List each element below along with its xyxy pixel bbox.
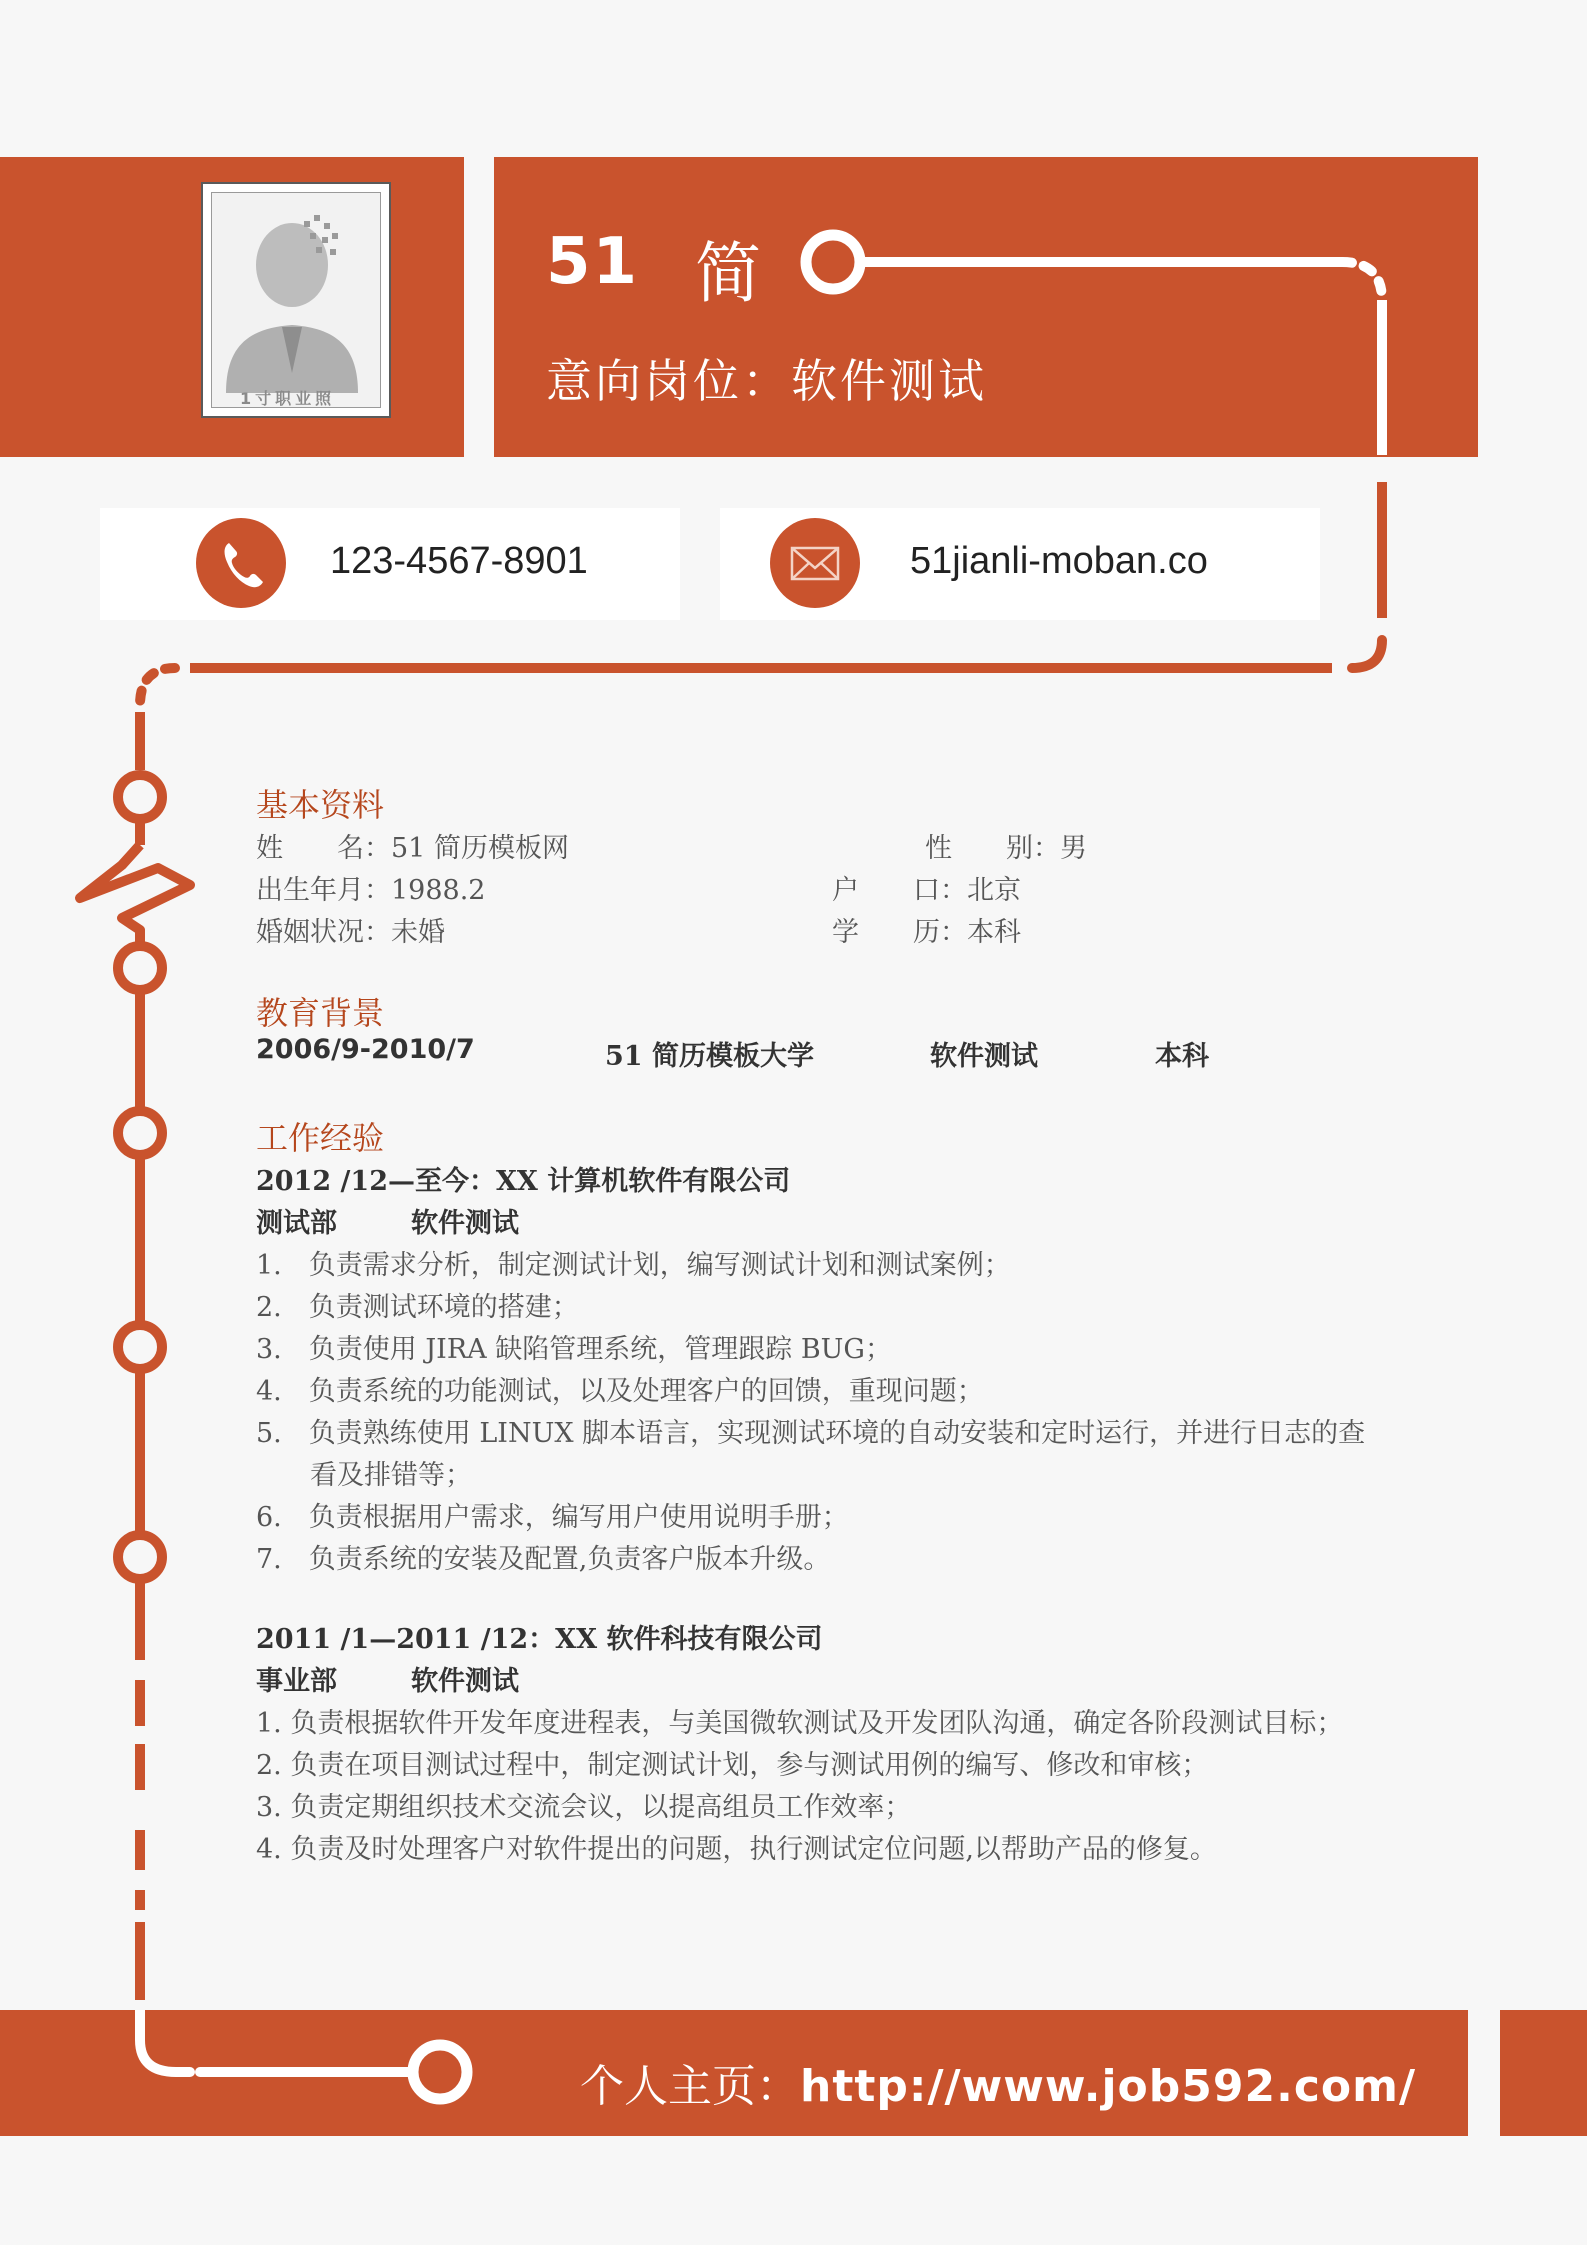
- homepage-label: 个人主页：: [580, 2061, 800, 2112]
- timeline-node-2: [118, 946, 162, 990]
- phone-icon: [196, 518, 286, 608]
- edu-period: 2006/9-2010/7: [256, 1034, 475, 1065]
- list-item: 2. 负责测试环境的搭建；: [256, 1292, 579, 1323]
- gender-label: 性 别：: [925, 833, 1060, 864]
- name-value: 51 简历模板网: [391, 833, 569, 864]
- list-item: 看及排错等；: [256, 1460, 472, 1491]
- name-char: 简: [695, 235, 761, 312]
- header-right-band: [494, 157, 1478, 457]
- gender-value: 男: [1060, 833, 1087, 864]
- intent-value: 软件测试: [791, 354, 987, 408]
- job1-dept: 测试部: [256, 1208, 337, 1239]
- section-title-basic: 基本资料: [256, 786, 385, 824]
- edu-value: 本科: [967, 917, 1021, 948]
- list-item: 4. 负责及时处理客户对软件提出的问题，执行测试定位问题,以帮助产品的修复。: [256, 1834, 1217, 1865]
- list-item: 4. 负责系统的功能测试，以及处理客户的回馈，重现问题；: [256, 1376, 984, 1407]
- name-prefix: 51: [546, 225, 640, 299]
- job1-position: 软件测试: [411, 1208, 519, 1239]
- marital-value: 未婚: [391, 917, 445, 948]
- list-item: 5. 负责熟练使用 LINUX 脚本语言，实现测试环境的自动安装和定时运行，并进行日志的查: [256, 1418, 1366, 1449]
- marital-label: 婚姻状况：: [256, 917, 391, 948]
- timeline-node-end: [413, 2045, 467, 2099]
- edu-degree: 本科: [1155, 1041, 1209, 1072]
- homepage-link[interactable]: http://www.job592.com/: [800, 2061, 1417, 2112]
- footer-right-block: [1500, 2010, 1587, 2136]
- name-row: [256, 826, 569, 865]
- list-item: 7. 负责系统的安装及配置,负责客户版本升级。: [256, 1544, 831, 1575]
- marital-row: [256, 910, 445, 949]
- footer-timeline: [0, 2010, 520, 2136]
- birth-row: [256, 868, 485, 907]
- birth-label: 出生年月：: [256, 875, 391, 906]
- hukou-label: 户 口：: [832, 875, 967, 906]
- edu-school: 51 简历模板大学: [605, 1041, 814, 1072]
- intent-line: [546, 345, 987, 411]
- phone-number[interactable]: 123-4567-8901: [330, 540, 588, 582]
- timeline-node-4: [118, 1325, 162, 1369]
- timeline-node-1: [118, 775, 162, 819]
- hukou-value: 北京: [967, 875, 1021, 906]
- edu-major: 软件测试: [930, 1041, 1038, 1072]
- intent-label: 意向岗位：: [546, 354, 791, 408]
- list-item: 6. 负责根据用户需求，编写用户使用说明手册；: [256, 1502, 849, 1533]
- job2-position: 软件测试: [411, 1666, 519, 1697]
- name-label: 姓 名：: [256, 833, 391, 864]
- timeline-node-5: [118, 1535, 162, 1579]
- job2-heading: 2011 /1—2011 /12：XX 软件科技有限公司: [256, 1624, 823, 1655]
- photo-caption: 1寸职业照: [240, 389, 336, 408]
- section-title-education: 教育背景: [256, 994, 385, 1032]
- envelope-icon: [770, 518, 860, 608]
- birth-value: 1988.2: [391, 875, 486, 906]
- list-item: 1. 负责根据软件开发年度进程表，与美国微软测试及开发团队沟通，确定各阶段测试目标；: [256, 1708, 1344, 1739]
- job1-heading: 2012 /12—至今：XX 计算机软件有限公司: [256, 1166, 791, 1197]
- avatar-silhouette-icon: [212, 193, 384, 411]
- gender-row: [925, 826, 1087, 865]
- email-address[interactable]: 51jianli-moban.co: [910, 540, 1208, 582]
- edu-row: [832, 910, 1021, 949]
- timeline-node-3: [118, 1111, 162, 1155]
- job2-dept: 事业部: [256, 1666, 337, 1697]
- list-item: 3. 负责使用 JIRA 缺陷管理系统，管理跟踪 BUG；: [256, 1334, 892, 1365]
- hukou-row: [832, 868, 1021, 907]
- section-title-work: 工作经验: [256, 1119, 385, 1157]
- homepage-line: [580, 2050, 1416, 2114]
- edu-label: 学 历：: [832, 917, 967, 948]
- list-item: 3. 负责定期组织技术交流会议，以提高组员工作效率；: [256, 1792, 912, 1823]
- list-item: 1. 负责需求分析，制定测试计划，编写测试计划和测试案例；: [256, 1250, 1011, 1281]
- photo-placeholder: [201, 182, 391, 418]
- list-item: 2. 负责在项目测试过程中，制定测试计划，参与测试用例的编写、修改和审核；: [256, 1750, 1209, 1781]
